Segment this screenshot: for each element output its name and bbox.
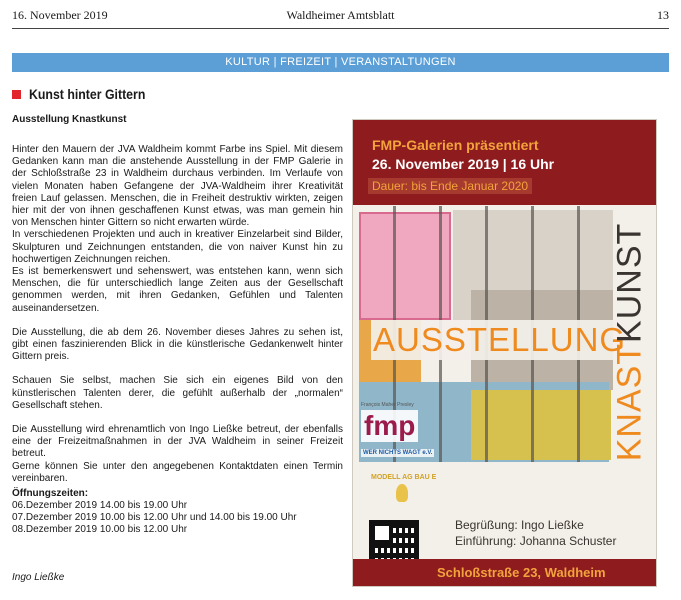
paragraph: Die Ausstellung wird ehrenamtlich von Ingo Ließke betreut, der ebenfalls eine der Freizeitmaßnahmen in der JVA Waldheim in seiner Freizeit betreut. bbox=[12, 424, 343, 460]
paragraph: Es ist bemerkenswert und sehenswert, was entstehen kann, wenn sich Menschen, die für unterschiedlich lange Zeiten aus der Gesellschaft genommen werden, mit ihren Gedanken, Gefühlen und Talenten auseinandersetzen. bbox=[12, 266, 343, 314]
lightbulb-icon bbox=[396, 484, 408, 502]
paragraph-gap bbox=[12, 363, 343, 375]
paragraph: Gerne können Sie unter den angegebenen Kontaktdaten einen Termin vereinbaren. bbox=[12, 460, 343, 484]
poster-header bbox=[353, 120, 656, 205]
article-author: Ingo Ließke bbox=[12, 572, 65, 583]
artwork-painting bbox=[471, 390, 611, 460]
poster-title: AUSSTELLUNG bbox=[373, 321, 627, 358]
article-body bbox=[12, 144, 343, 485]
poster-duration: Dauer: bis Ende Januar 2020 bbox=[368, 178, 532, 194]
paragraph-gap bbox=[12, 412, 343, 424]
section-bar: KULTUR | FREIZEIT | VERANSTALTUNGEN bbox=[12, 53, 669, 72]
page-number: 13 bbox=[657, 8, 669, 22]
paragraph-gap bbox=[12, 315, 343, 327]
header-rule bbox=[12, 28, 669, 29]
headline-text: Kunst hinter Gittern bbox=[29, 86, 146, 102]
poster-vertical-knast: KNAST bbox=[610, 342, 649, 462]
poster-vertical-title bbox=[611, 223, 650, 462]
opening-hours-item: 08.Dezember 2019 10.00 bis 12.00 Uhr bbox=[12, 524, 188, 536]
opening-hours-item: 07.Dezember 2019 10.00 bis 12.00 Uhr und 14.00 bis 19.00 Uhr bbox=[12, 512, 297, 524]
partner-logo: WER NICHTS WAGT e.V. bbox=[363, 450, 433, 456]
issue-date: 16. November 2019 bbox=[12, 8, 108, 22]
fmp-subtitle: François Maher Presley bbox=[361, 402, 414, 408]
opening-hours-item: 06.Dezember 2019 14.00 bis 19.00 Uhr bbox=[12, 500, 188, 511]
poster-address: Schloßstraße 23, Waldheim bbox=[353, 559, 656, 586]
paragraph: Die Ausstellung, die ab dem 26. November dieses Jahres zu sehen ist, gibt einen faszinierenden Blick in die künstlerische Gedankenwelt hinter Gittern preis. bbox=[12, 326, 343, 363]
article-headline bbox=[12, 86, 161, 102]
newspaper-title: Waldheimer Amtsblatt bbox=[286, 8, 395, 22]
article-subheading: Ausstellung Knastkunst bbox=[12, 114, 127, 125]
exhibition-poster bbox=[352, 119, 657, 587]
paragraph: Hinter den Mauern der JVA Waldheim kommt Farbe ins Spiel. Mit diesem Gedanken kann man die anstehende Ausstellung in der FMP Galerie in der Schloßstraße 23 in Waldheim durchaus verbinden. Im Verlaufe von vielen Monaten haben Gefangene der JVA-Waldheim ihrer Kreativität freien Lauf gelassen. Menschen, die in Freiheit destruktiv wirkten, zeigen hier mit der von ihnen geschaffenen Kunst etwas, was man gemein hin von Menschen hinter Gittern so nicht erwarten würde. bbox=[12, 144, 343, 229]
poster-vertical-kunst: KUNST bbox=[610, 222, 649, 343]
poster-date-time: 26. November 2019 | 16 Uhr bbox=[372, 156, 555, 172]
poster-greeting: Begrüßung: Ingo Ließke bbox=[455, 518, 584, 532]
poster-credits bbox=[455, 517, 616, 549]
artwork-portrait bbox=[359, 212, 451, 320]
paragraph: Schauen Sie selbst, machen Sie sich ein eigenes Bild von den künstlerischen Talenten derer, die gefühlt außerhalb der „normalen“ Gesellschaft stehen. bbox=[12, 375, 343, 411]
modell-logo: MODELL AG BAU E bbox=[371, 474, 437, 481]
opening-hours-heading: Öffnungszeiten: bbox=[12, 488, 89, 499]
opening-hours-list bbox=[12, 500, 343, 537]
fmp-logo: fmp bbox=[361, 410, 418, 442]
poster-presenter: FMP-Galerien präsentiert bbox=[372, 137, 539, 153]
page-header bbox=[12, 8, 669, 24]
headline-square-icon bbox=[12, 90, 21, 99]
paragraph: In verschiedenen Projekten und auch in kreativer Einzelarbeit sind Bilder, Skulpturen und Zeichnungen entstanden, die von naiver Kunst hin zu hochwertigen Zeichnungen reichen. bbox=[12, 229, 343, 265]
poster-introduction: Einführung: Johanna Schuster bbox=[455, 534, 617, 548]
